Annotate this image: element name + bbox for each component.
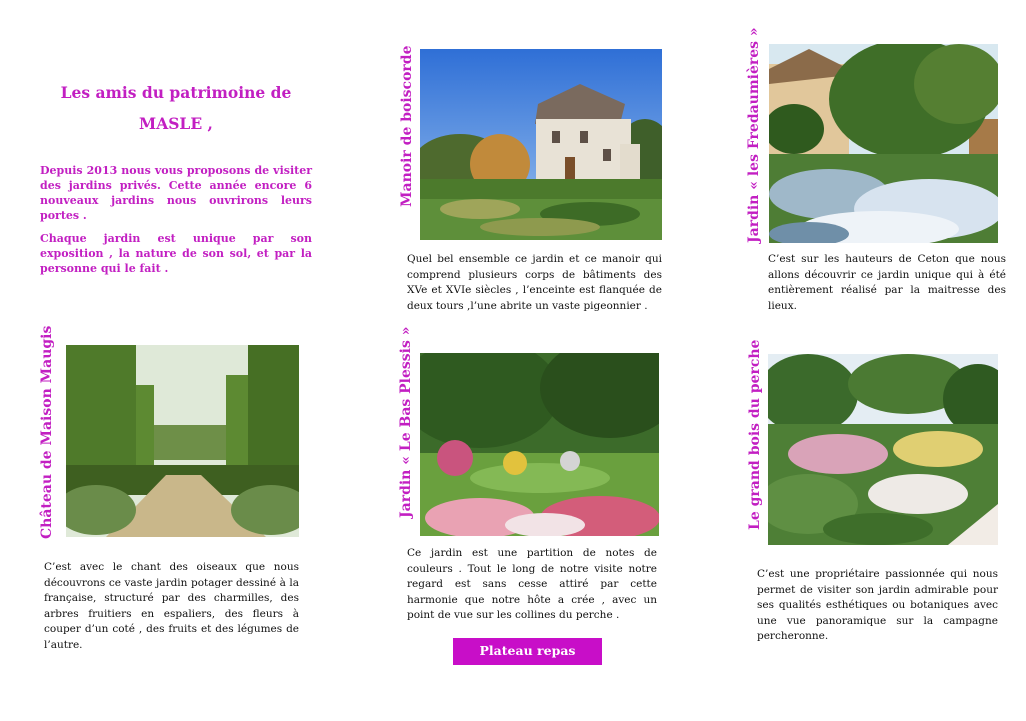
photo-manoir-boiscorde bbox=[420, 49, 662, 240]
photo-jardin-fredaumieres bbox=[769, 44, 998, 243]
page-title-line2: MASLE , bbox=[139, 114, 213, 133]
photo-grand-bois-perche bbox=[768, 354, 998, 545]
garden-title-fredaumieres: Jardin « les Fredaumières » bbox=[746, 27, 762, 243]
garden-title-boiscorde: Manoir de boiscorde bbox=[399, 45, 415, 207]
garden-title-bas-plessis: Jardin « Le Bas Plessis » bbox=[398, 326, 414, 518]
garden-text-bas-plessis: Ce jardin est une partition de notes de couleurs . Tout le long de notre visite notre regard est sans cesse attiré par cette harmonie que notre hôte a crée , avec un point de vue sur les collines du perche . bbox=[407, 547, 657, 621]
garden-title-grand-bois: Le grand bois du perche bbox=[747, 339, 763, 530]
intro-paragraph-2: Chaque jardin est unique par son exposition , la nature de son sol, et par la personne qui le fait . bbox=[40, 232, 312, 275]
plateau-repas-button[interactable]: Plateau repas bbox=[453, 638, 602, 665]
garden-text-boiscorde: Quel bel ensemble ce jardin et ce manoir qui comprend plusieurs corps de bâtiments des XVe et XVIe siècles , l’enceinte est flanquée de deux tours ,l’une abrite un vaste pigeonnier . bbox=[407, 253, 662, 312]
page-title-line1: Les amis du patrimoine de bbox=[60, 83, 292, 102]
photo-chateau-maison-maugis bbox=[66, 345, 299, 537]
garden-text-maison-maugis: C’est avec le chant des oiseaux que nous découvrons ce vaste jardin potager dessiné à la française, structuré par des charmilles, des arbres fruitiers en espaliers, des fleurs à couper d’un coté , des fruits et des légumes de l’autre. bbox=[44, 561, 299, 651]
photo-jardin-bas-plessis bbox=[420, 353, 659, 536]
garden-title-maison-maugis: Château de Maison Maugis bbox=[39, 325, 55, 539]
intro-block bbox=[40, 77, 312, 276]
garden-text-grand-bois: C’est une propriétaire passionnée qui nous permet de visiter son jardin admirable pour ses qualités esthétiques ou botaniques avec une vue panoramique sur la campagne percheronne. bbox=[757, 568, 998, 642]
intro-paragraph-1: Depuis 2013 nous vous proposons de visiter des jardins privés. Cette année encore 6 nouveaux jardins nous ouvrirons leurs portes . bbox=[40, 164, 312, 222]
garden-text-fredaumieres: C’est sur les hauteurs de Ceton que nous allons découvrir ce jardin unique qui à été entièrement réalisé par la maitresse des lieux. bbox=[768, 253, 1006, 312]
